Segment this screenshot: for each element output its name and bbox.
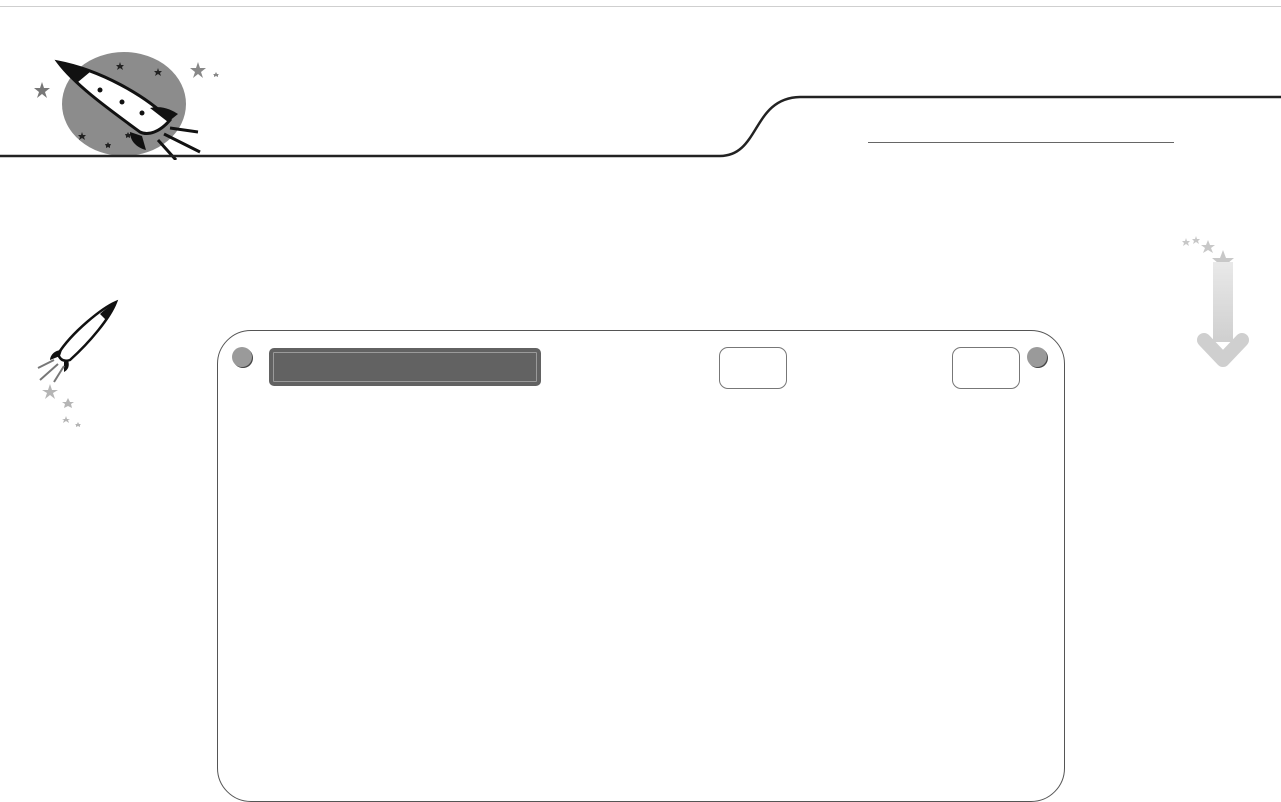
close-icon[interactable] bbox=[232, 347, 252, 367]
completed-input[interactable] bbox=[952, 347, 1020, 389]
browser-top-border bbox=[0, 6, 1281, 7]
one-minute-test-panel bbox=[217, 330, 1065, 802]
goal-input[interactable] bbox=[719, 347, 787, 389]
name-input-line[interactable] bbox=[868, 142, 1174, 143]
small-rocket-icon bbox=[32, 298, 122, 438]
test-title-banner bbox=[269, 348, 541, 386]
close-icon[interactable] bbox=[1027, 347, 1047, 367]
header-divider-curve bbox=[0, 92, 1281, 162]
down-arrow-shaft bbox=[1213, 262, 1233, 342]
